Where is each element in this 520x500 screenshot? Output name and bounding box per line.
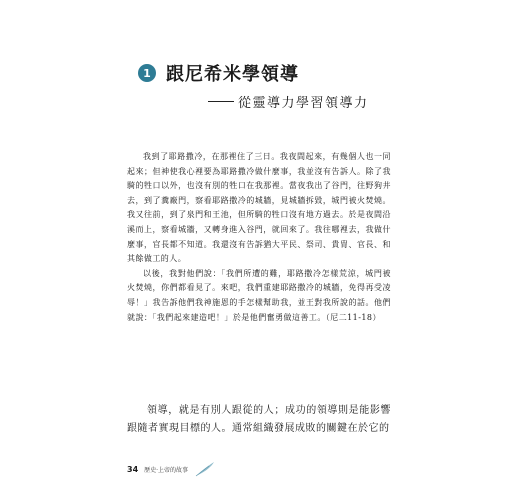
scripture-quote — [127, 150, 391, 370]
scripture-paragraph: 以後，我對他們說：「我們所遭的難，耶路撒冷怎樣荒涼，城門被火焚燒，你們都看見了。來吧，我們重建耶路撒冷的城牆，免得再受凌辱！」我告訴他們我神施恩的手怎樣幫助我，並王對我所說的話。他們就說：「我們起來建造吧！」於是他們奮勇做這善工。（尼二11-18） — [127, 268, 391, 322]
running-title: 歷史‧上帝的故事 — [144, 466, 189, 474]
page-number: 34 — [127, 464, 139, 474]
page-footer — [127, 462, 216, 476]
chapter-title: 跟尼希米學領導 — [166, 64, 299, 85]
subtitle-text: 從靈導力學習領導力 — [238, 95, 369, 111]
chapter-number-badge: 1 — [138, 64, 156, 82]
chapter-header — [138, 62, 398, 84]
body-text — [127, 402, 391, 442]
body-paragraph: 領導，就是有別人跟從的人；成功的領導則是能影響跟隨者實現目標的人。通常組織發展成敗的關鍵在於它的 — [127, 405, 391, 434]
scripture-paragraph: 我到了耶路撒冷，在那裡住了三日。我夜間起來，有幾個人也一同起來；但神使我心裡要為耶路撒冷做什麼事，我並沒有告訴人。除了我騎的牲口以外，也沒有別的牲口在我那裡。當夜我出了谷門，往野狗井去，到了糞廠門，察看耶路撒冷的城牆，見城牆拆毀，城門被火焚燒。我又往前，到了泉門和王池，但所騎的牲口沒有地方過去。於是夜間沿溪而上，察看城牆，又轉身進入谷門，就回來了。我往哪裡去，我做什麼事，官長都不知道。我還沒有告訴猶大平民、祭司、貴胄、官長、和其餘做工的人。 — [127, 152, 391, 264]
feather-icon — [194, 461, 216, 477]
chapter-subtitle — [208, 92, 398, 110]
subtitle-dash — [208, 101, 234, 102]
